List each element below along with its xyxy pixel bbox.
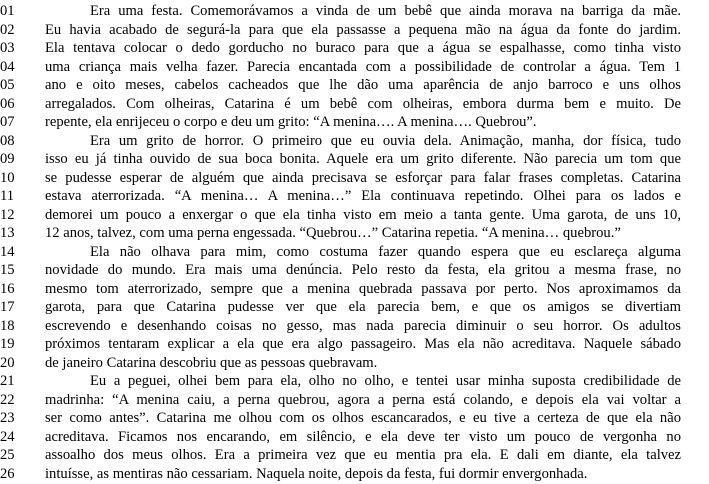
line-text: Era um grito de horror. O primeiro que eu ouvia dela. Animação, manha, dor física, tudo <box>90 132 681 149</box>
line-number: 05 <box>0 77 15 93</box>
line-number: 15 <box>0 262 15 278</box>
line-number: 21 <box>0 373 15 389</box>
text-line <box>0 317 709 335</box>
line-text: madrinha: “A menina caiu, a perna quebrou, agora a perna está colando, e depois ela vai voltar a <box>45 391 681 408</box>
line-text: 12 anos, talvez, com uma perna engessada. “Quebrou…” Catarina repetia. “A menina… quebrou.” <box>45 225 621 241</box>
line-number: 11 <box>0 188 15 204</box>
line-text: Era uma festa. Comemorávamos a vinda de um bebê que ainda morava na barriga da mãe. <box>90 3 681 19</box>
text-line <box>0 169 709 187</box>
line-text: isso eu já tinha ouvido de sua boca bonita. Aquele era um grito diferente. Não parecia um tom que <box>45 151 681 167</box>
line-text: próximos tentaram explicar a ela que era algo passageiro. Mas ela não acreditava. Naquele sábado <box>45 336 681 352</box>
line-text: garota, para que Catarina pudesse ver que ela parecia bem, e que os amigos se divertiam <box>45 299 681 315</box>
text-line <box>0 335 709 353</box>
line-text: uma criança mais velha fazer. Parecia encantada com a possibilidade de controlar a água. Tem 1 <box>45 58 681 75</box>
line-number: 14 <box>0 243 15 260</box>
text-line <box>0 280 709 298</box>
line-text: assoalho dos meus olhos. Era a primeira vez que eu mentia pra ela. E dali em diante, ela talvez <box>45 447 681 463</box>
line-number: 26 <box>0 465 15 482</box>
text-line <box>0 224 709 242</box>
line-number: 24 <box>0 428 15 445</box>
line-number: 06 <box>0 95 15 112</box>
text-line <box>0 372 709 390</box>
line-number: 16 <box>0 280 15 297</box>
line-number: 12 <box>0 206 15 223</box>
text-line <box>0 391 709 409</box>
line-number: 25 <box>0 447 15 463</box>
line-text: demorei um pouco a enxergar o que ela tinha visto em meio a tanta gente. Uma garota, de uns 10, <box>45 206 681 223</box>
text-line <box>0 428 709 446</box>
line-text: ser como antes”. Catarina me olhou com os olhos escancarados, e eu tive a certeza de que ela não <box>45 410 681 426</box>
line-text: Ela não olhava para mim, como costuma fazer quando espera que eu esclareça alguma <box>90 243 681 260</box>
text-line <box>0 261 709 279</box>
line-text: mesmo tom aterrorizado, sempre que a menina quebrada passava por perto. Nos aproximamos da <box>45 280 681 297</box>
line-number: 23 <box>0 410 15 426</box>
line-number: 17 <box>0 299 15 315</box>
text-line <box>0 21 709 39</box>
line-text: Eu havia acabado de segurá-la para que ela passasse a pequena mão na água da fonte do jardim. <box>45 21 681 38</box>
text-line <box>0 58 709 76</box>
line-number: 18 <box>0 317 15 334</box>
line-text: novidade do mundo. Era mais uma denúncia. Pelo resto da festa, ela gritou a mesma frase, no <box>45 262 681 278</box>
line-number: 10 <box>0 169 15 186</box>
line-number: 07 <box>0 114 15 130</box>
text-line <box>0 354 709 372</box>
line-text: de janeiro Catarina descobriu que as pessoas quebravam. <box>45 354 378 371</box>
text-line <box>0 409 709 427</box>
line-text: ano e oito meses, cabelos cacheados que lhe dão uma aparência de anjo barroco e uns olhos <box>45 77 681 93</box>
line-text: repente, ela enrijeceu o corpo e deu um grito: “A menina…. A menina…. Quebrou”. <box>45 114 537 130</box>
line-text: intuísse, as mentiras não cessariam. Naquela noite, depois da festa, fui dormir envergonhada. <box>45 465 588 482</box>
line-number: 01 <box>0 3 15 19</box>
text-line <box>0 150 709 168</box>
line-text: escrevendo e desenhando coisas no gesso, mas nada parecia diminuir o seu horror. Os adultos <box>45 317 681 334</box>
line-text: arregalados. Com olheiras, Catarina é um bebê com olheiras, embora durma bem e muito. De <box>45 95 681 112</box>
text-line <box>0 243 709 261</box>
text-line <box>0 113 709 131</box>
line-text: Ela tentava colocar o dedo gorducho no buraco para que a água se espalhasse, como tinha visto <box>45 40 681 56</box>
text-line <box>0 2 709 20</box>
text-line <box>0 446 709 464</box>
line-number: 22 <box>0 391 15 408</box>
line-text: estava aterrorizada. “A menina… A menina…” Ela continuava repetindo. Olhei para os lados e <box>45 188 681 204</box>
text-line <box>0 187 709 205</box>
line-number: 04 <box>0 58 15 75</box>
text-line <box>0 298 709 316</box>
text-line <box>0 39 709 57</box>
text-line <box>0 465 709 483</box>
line-number: 19 <box>0 336 15 352</box>
line-number: 13 <box>0 225 15 241</box>
line-text: acreditava. Ficamos nos encarando, em silêncio, e ela deve ter visto um pouco de vergonha no <box>45 428 681 445</box>
text-line <box>0 132 709 150</box>
line-number: 09 <box>0 151 15 167</box>
line-number: 03 <box>0 40 15 56</box>
line-text: se pudesse esperar de alguém que ainda precisava se esforçar para falar frases completas. Catarina <box>45 169 681 186</box>
line-number: 02 <box>0 21 15 38</box>
text-line <box>0 206 709 224</box>
text-line <box>0 95 709 113</box>
text-line <box>0 76 709 94</box>
line-number: 20 <box>0 354 15 371</box>
line-number: 08 <box>0 132 15 149</box>
line-text: Eu a peguei, olhei bem para ela, olho no olho, e tentei usar minha suposta credibilidade de <box>90 373 681 389</box>
